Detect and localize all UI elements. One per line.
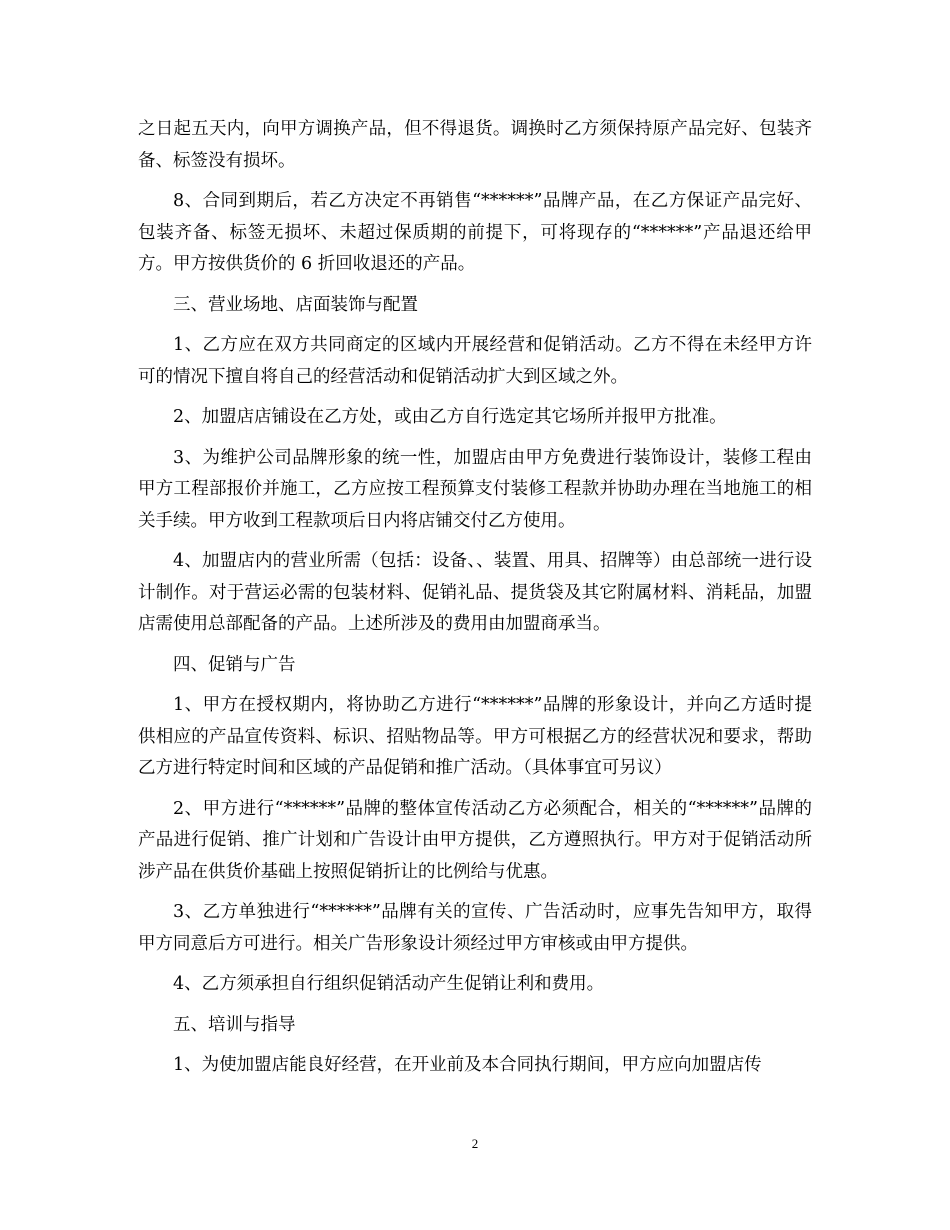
paragraph-5-1: 1、为使加盟店能良好经营，在开业前及本合同执行期间，甲方应向加盟店传 [173, 1055, 762, 1075]
document-body [138, 114, 812, 1082]
section-heading-3: 三、营业场地、店面装饰与配置 [173, 294, 418, 315]
paragraph-clause-8: 8、合同到期后，若乙方决定不再销售“******”品牌产品，在乙方保证产品完好、包装齐备、标签无损坏、未超过保质期的前提下，可将现存的“******”产品退还给甲方。甲方按供货价的 6 折回收退还的产品。 [138, 191, 812, 274]
page-number: 2 [471, 1136, 479, 1151]
section-heading-4: 四、促销与广告 [173, 654, 296, 675]
paragraph-3-3: 3、为维护公司品牌形象的统一性，加盟店由甲方免费进行装饰设计，装修工程由甲方工程部报价并施工，乙方应按工程预算支付装修工程款并协助办理在当地施工的相关手续。甲方收到工程款项后日内将店铺交付乙方使用。 [138, 447, 812, 531]
paragraph-4-1: 1、甲方在授权期内，将协助乙方进行“******”品牌的形象设计，并向乙方适时提供相应的产品宣传资料、标识、招贴物品等。甲方可根据乙方的经营状况和要求，帮助乙方进行特定时间和区域的产品促销和推广活动。（具体事宜可另议） [138, 695, 812, 778]
paragraph-4-3: 3、乙方单独进行“******”品牌有关的宣传、广告活动时，应事先告知甲方，取得甲方同意后方可进行。相关广告形象设计须经过甲方审核或由甲方提供。 [138, 902, 812, 954]
paragraph-3-2: 2、加盟店店铺设在乙方处，或由乙方自行选定其它场所并报甲方批准。 [173, 407, 727, 427]
paragraph-4-2: 2、甲方进行“******”品牌的整体宣传活动乙方必须配合，相关的“******”品牌的产品进行促销、推广计划和广告设计由甲方提供，乙方遵照执行。甲方对于促销活动所涉产品在供货价基础上按照促销折让的比例给与优惠。 [138, 798, 812, 882]
section-heading-5: 五、培训与指导 [173, 1014, 296, 1035]
paragraph-3-4: 4、加盟店内的营业所需（包括：设备、、装置、用具、招牌等）由总部统一进行设计制作。对于营运必需的包装材料、促销礼品、提货袋及其它附属材料、消耗品，加盟店需使用总部配备的产品。上述所涉及的费用由加盟商承当。 [138, 551, 812, 634]
paragraph-continuation: 之日起五天内，向甲方调换产品，但不得退货。调换时乙方须保持原产品完好、包装齐备、标签没有损坏。 [138, 119, 812, 171]
paragraph-3-1: 1、乙方应在双方共同商定的区域内开展经营和促销活动。乙方不得在未经甲方许可的情况下擅自将自己的经营活动和促销活动扩大到区域之外。 [138, 335, 812, 387]
paragraph-4-4: 4、乙方须承担自行组织促销活动产生促销让利和费用。 [173, 974, 605, 994]
